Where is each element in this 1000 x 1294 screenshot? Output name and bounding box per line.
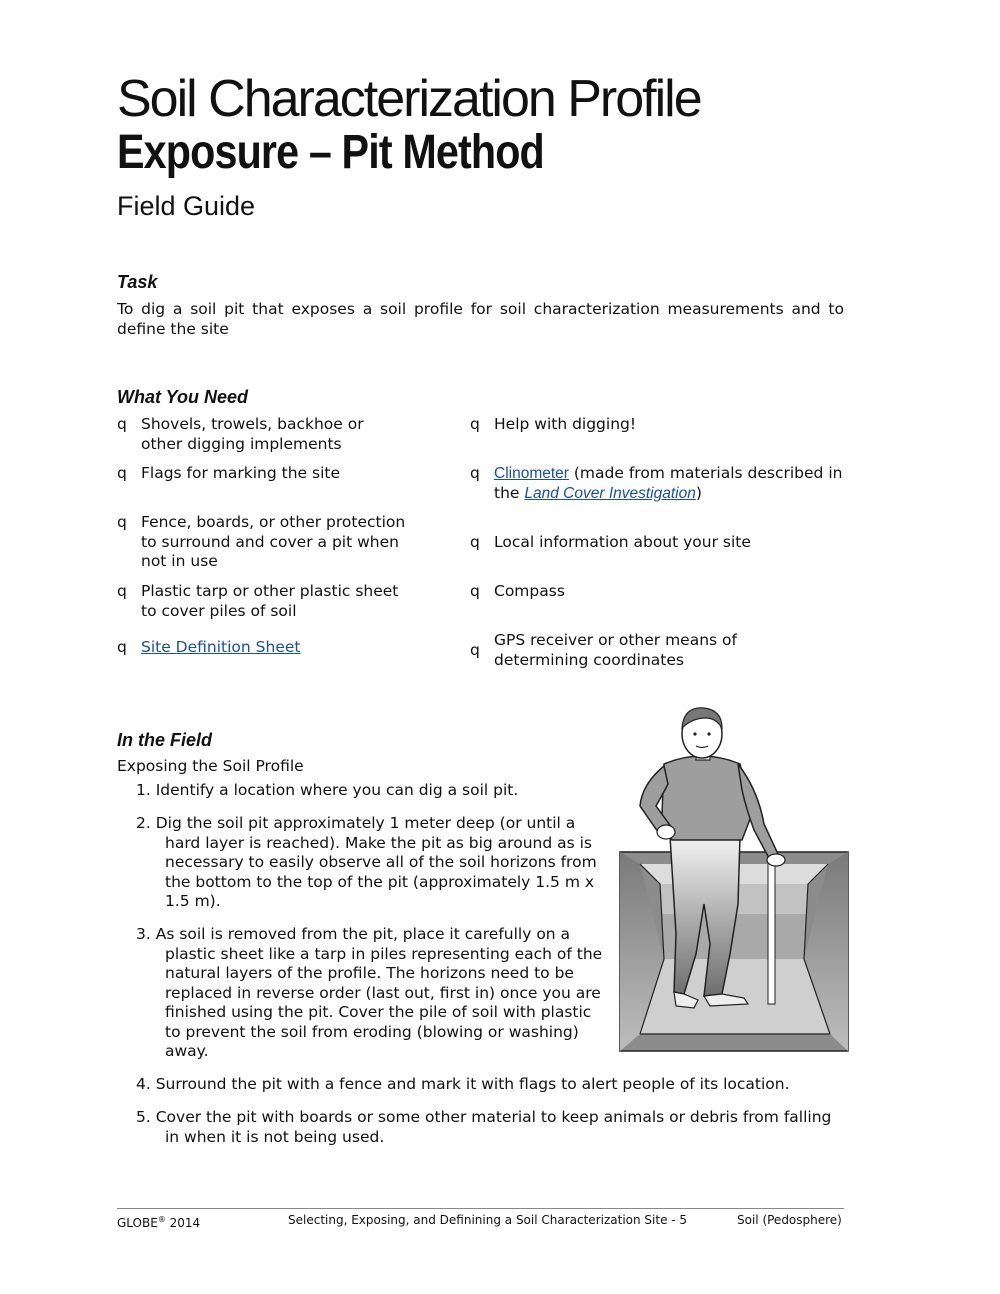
checkbox-bullet: q	[470, 533, 480, 551]
exposing-soil-profile-subheading: Exposing the Soil Profile	[117, 757, 304, 775]
checkbox-bullet: q	[117, 464, 127, 482]
checkbox-bullet: q	[117, 513, 127, 531]
footer-chapter: Soil (Pedosphere)	[737, 1213, 842, 1227]
need-item-label: Fence, boards, or other protection to surround and cover a pit when not in use	[141, 513, 406, 570]
need-item-label: Plastic tarp or other plastic sheet to cover piles of soil	[141, 582, 399, 620]
step-5: 5. Cover the pit with boards or some other material to keep animals or debris from falling in when it is not being used.	[136, 1108, 832, 1146]
need-item-label: GPS receiver or other means of determining coordinates	[494, 631, 737, 669]
checkbox-bullet: q	[117, 415, 127, 433]
clinometer-description: (made from materials described in the	[494, 464, 843, 502]
need-item-label: Local information about your site	[494, 533, 751, 551]
footer-divider	[117, 1208, 844, 1209]
task-description: To dig a soil pit that exposes a soil profile for soil characterization measurements and to define the site	[117, 300, 844, 338]
checkbox-bullet: q	[117, 638, 127, 656]
need-item-label	[494, 464, 846, 503]
need-item-label: Flags for marking the site	[141, 464, 341, 482]
need-item-label: Compass	[494, 582, 565, 600]
need-item-label: Help with digging!	[494, 415, 637, 433]
step-2: 2. Dig the soil pit approximately 1 meter deep (or until a hard layer is reached). Make the pit as big around as is necessary to easily observe all of the soil horizons from the bottom to the top of the pit (approximately 1.5 m x 1.5 m).	[136, 814, 597, 910]
checkbox-bullet: q	[470, 464, 480, 482]
step-1: 1. Identify a location where you can dig a soil pit.	[136, 781, 519, 799]
checkbox-bullet: q	[470, 641, 480, 659]
in-the-field-heading: In the Field	[117, 730, 213, 750]
clinometer-close-paren: )	[695, 483, 702, 502]
step-3: 3. As soil is removed from the pit, place it carefully on a plastic sheet like a tarp in piles representing each of the natural layers of the profile. The horizons need to be replaced in reverse order (last out, first in) once you are finished using the pit. Cover the pile of soil with plastic to prevent the soil from eroding (blowing or washing) away.	[136, 925, 603, 1060]
what-you-need-heading: What You Need	[117, 387, 249, 407]
clinometer-link[interactable]: Clinometer	[494, 465, 569, 482]
footer-section-title: Selecting, Exposing, and Definining a Soil Characterization Site - 5	[288, 1213, 688, 1227]
page-subtitle: Field Guide	[117, 191, 256, 221]
need-item-label: Shovels, trowels, backhoe or other digging implements	[141, 415, 364, 453]
checkbox-bullet: q	[470, 415, 480, 433]
step-4: 4. Surround the pit with a fence and mark it with flags to alert people of its location.	[136, 1075, 790, 1093]
footer-globe: GLOBE® 2014	[117, 1215, 201, 1230]
task-heading: Task	[117, 272, 158, 292]
page-title-method: Exposure – Pit Method	[117, 126, 544, 179]
soil-pit-illustration	[618, 704, 850, 1054]
site-definition-sheet-link[interactable]: Site Definition Sheet	[141, 638, 301, 656]
checkbox-bullet: q	[117, 582, 127, 600]
page-title: Soil Characterization Profile	[117, 70, 701, 128]
checkbox-bullet: q	[470, 582, 480, 600]
land-cover-investigation-link[interactable]: Land Cover Investigation	[524, 484, 696, 502]
